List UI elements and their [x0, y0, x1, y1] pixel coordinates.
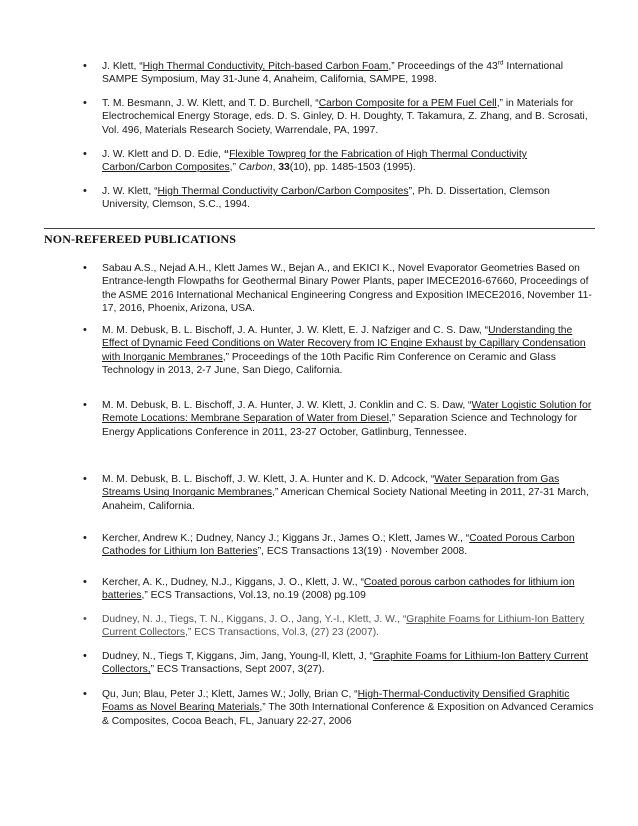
publication-title: Understanding the Effect of Dynamic Feed Conditions on Water Recovery from IC Engine Exhaust by Capillary Condensation with Inorganic Membranes — [102, 325, 586, 363]
list-item: • Sabau A.S., Nejad A.H., Klett James W., Bejan A., and EKICI K., Novel Evaporator Geometries Based on Entrance-length Flowpaths for Geothermal Binary Power Plants, paper IMECE2016-67660, Proceedings of the ASME 2016 International Mechanical Engineering Congress and Exposition IMECE2016, November 11-17, 2016, Phoenix, Arizona, USA. — [102, 262, 594, 316]
publication-title: High Thermal Conductivity, Pitch-based Carbon Foam — [142, 61, 389, 72]
list-item: • M. M. Debusk, B. L. Bischoff, J. W. Klett, J. A. Hunter and K. D. Adcock, “Water Separation from Gas Streams Using Inorganic Membranes,” American Chemical Society National Meeting in 2011, 27-31 March, Anaheim, California. — [102, 473, 594, 513]
list-item: • Kercher, A. K., Dudney, N.J., Kiggans, J. O., Klett, J. W., “Coated porous carbon cathodes for lithium ion batteries,” ECS Transactions, Vol.13, no.19 (2008) pg.109 — [102, 576, 594, 603]
publication-title: Flexible Towpreg for the Fabrication of High Thermal Conductivity Carbon/Carbon Composites — [102, 149, 527, 174]
list-item: • J. W. Klett and D. D. Edie, “Flexible Towpreg for the Fabrication of High Thermal Conductivity Carbon/Carbon Composites,” Carbon, 33(10), pp. 1485-1503 (1995). — [102, 148, 594, 175]
list-item: • Kercher, Andrew K.; Dudney, Nancy J.; Kiggans Jr., James O.; Klett, James W., “Coated Porous Carbon Cathodes for Lithium Ion Batteries”, ECS Transactions 13(19) · November 2008. — [102, 532, 594, 559]
publication-title: Carbon Composite for a PEM Fuel Cell — [318, 98, 497, 109]
journal-name: Carbon — [238, 162, 273, 174]
list-item: • M. M. Debusk, B. L. Bischoff, J. A. Hunter, J. W. Klett, E. J. Nafziger and C. S. Daw, “Understanding the Effect of Dynamic Feed Conditions on Water Recovery from IC Engine Exhaust by Capillary Condensation with Inorganic Membranes,” Proceedings of the 10th Pacific Rim Conference on Ceramic and Glass Technology in 2013, 2-7 June, San Diego, California. — [102, 324, 594, 378]
journal-volume: 33 — [278, 162, 290, 174]
publication-title: High Thermal Conductivity Carbon/Carbon Composites — [157, 186, 409, 197]
publication-title: Water Logistic Solution for Remote Locations: Membrane Separation of Water from Diesel — [102, 400, 592, 425]
list-item: • M. M. Debusk, B. L. Bischoff, J. A. Hunter, J. W. Klett, J. Conklin and C. S. Daw, “Water Logistic Solution for Remote Locations: Membrane Separation of Water from Diesel,” Separation Science and Technology for Energy Applications Conference in 2011, 23-27 October, Gatlinburg, Tennessee. — [102, 399, 594, 439]
list-item: • J. Klett, “High Thermal Conductivity, Pitch-based Carbon Foam,” Proceedings of the 43rd International SAMPE Symposium, May 31-June 4, Anaheim, California, SAMPE, 1998. — [102, 60, 594, 87]
list-item: • Dudney, N. J., Tiegs, T. N., Kiggans, J. O., Jang, Y.-I., Klett, J. W., “Graphite Foams for Lithium-Ion Battery Current Collectors,” ECS Transactions, Vol.3, (27) 23 (2007). — [102, 613, 594, 640]
publication-title: High-Thermal-Conductivity Densified Graphitic Foams as Novel Bearing Materials — [102, 689, 570, 714]
publication-title: Graphite Foams for Lithium-Ion Battery Current Collectors, — [102, 651, 589, 676]
publication-title: Coated porous carbon cathodes for lithium ion batteries — [102, 577, 575, 602]
section-divider — [44, 228, 595, 229]
list-item: • J. W. Klett, “High Thermal Conductivity Carbon/Carbon Composites”, Ph. D. Dissertation, Clemson University, Clemson, S.C., 1994. — [102, 185, 594, 212]
list-item: • Qu, Jun; Blau, Peter J.; Klett, James W.; Jolly, Brian C, “High-Thermal-Conductivity Densified Graphitic Foams as Novel Bearing Materials,” The 30th International Conference & Exposition on Advanced Ceramics & Composites, Cocoa Beach, FL, January 22-27, 2006 — [102, 688, 594, 728]
list-item: • Dudney, N., Tiegs T, Kiggans, Jim, Jang, Young-Il, Klett, J, “Graphite Foams for Lithium-Ion Battery Current Collectors,” ECS Transactions, Sept 2007, 3(27). — [102, 650, 594, 677]
list-item: • T. M. Besmann, J. W. Klett, and T. D. Burchell, “Carbon Composite for a PEM Fuel Cell,” in Materials for Electrochemical Energy Storage, eds. D. S. Ginley, D. H. Doughty, T. Takamura, Z. Zhang, and B. Scrosati, Vol. 496, Materials Research Society, Warrendale, PA, 1997. — [102, 97, 594, 137]
publication-title: Coated Porous Carbon Cathodes for Lithium Ion Batteries — [102, 533, 575, 558]
publication-title: Water Separation from Gas Streams Using Inorganic Membranes — [102, 474, 560, 499]
section-heading: NON-REFEREED PUBLICATIONS — [44, 232, 236, 246]
publication-title: Graphite Foams for Lithium-Ion Battery Current Collectors — [102, 614, 585, 639]
